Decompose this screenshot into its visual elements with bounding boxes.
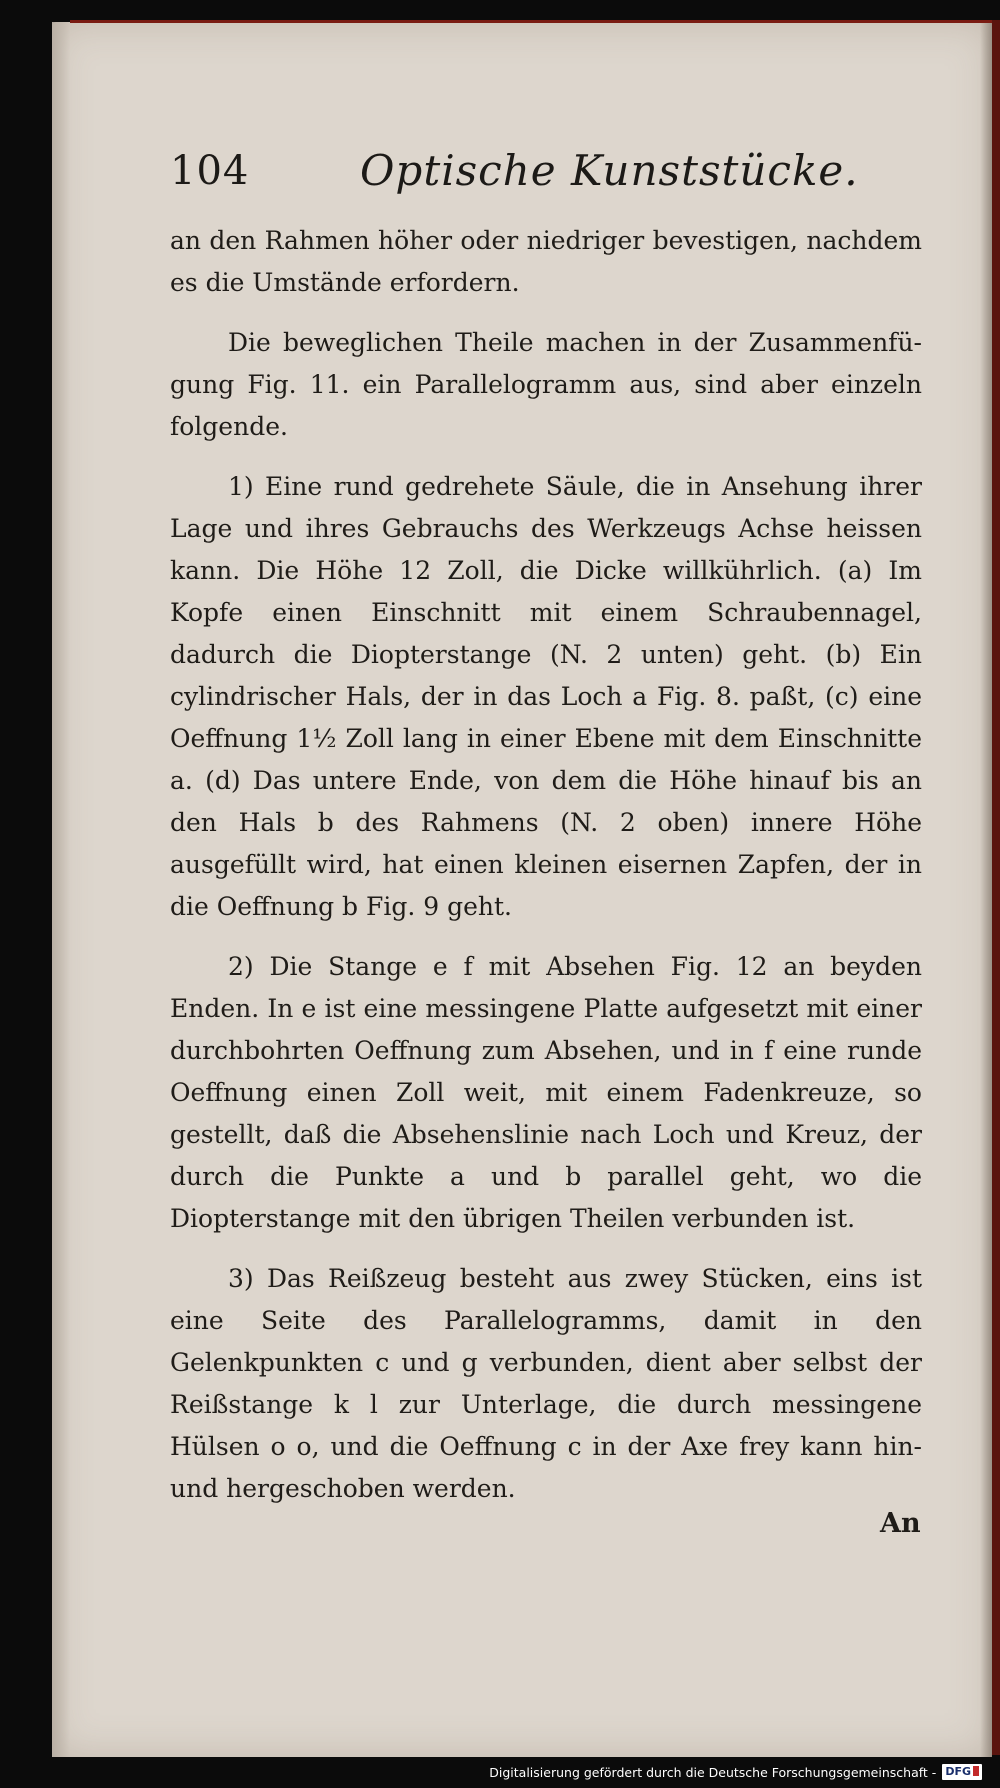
cover-edge-right: [992, 20, 1000, 1755]
funding-credit: Digitalisierung gefördert durch die Deutsche Forschungsgemeinschaft -: [489, 1764, 937, 1780]
dfg-logo-icon: [942, 1764, 982, 1780]
running-title: Optische Kunststücke.: [360, 146, 859, 195]
paragraph: Die beweglichen Theile machen in der Zusammenfügung Fig. 11. ein Parallelogramm aus, sind aber einzeln folgende.: [170, 328, 922, 441]
page-number: 104: [170, 148, 250, 194]
paragraph: 2) Die Stange e f mit Absehen Fig. 12 an beyden Enden. In e ist eine messingene Platte aufgesetzt mit einer durchbohrten Oeffnung zum Absehen, und in f eine runde Oeffnung einen Zoll weit, mit einem Fadenkreuze, so gestellt, daß die Absehenslinie nach Loch und Kreuz, der durch die Punkte a und b parallel geht, wo die Diopterstange mit den übrigen Theilen verbunden ist.: [170, 952, 922, 1233]
body-text: [170, 220, 922, 1528]
page-gutter-shadow: [52, 22, 70, 1757]
page-edge-shadow: [980, 22, 992, 1757]
digitization-footer: [489, 1762, 982, 1782]
cover-edge-top: [70, 20, 1000, 23]
running-head: [170, 148, 930, 208]
paragraph: 1) Eine rund gedrehete Säule, die in Ansehung ihrer Lage und ihres Gebrauchs des Werkzeugs Achse heissen kann. Die Höhe 12 Zoll, die Dicke willkührlich. (a) Im Kopfe einen Einschnitt mit einem Schraubennagel, dadurch die Diopterstange (N. 2 unten) geht. (b) Ein cylindrischer Hals, der in das Loch a Fig. 8. paßt, (c) eine Oeffnung 1½ Zoll lang in einer Ebene mit dem Einschnitte a. (d) Das untere Ende, von dem die Höhe hinauf bis an den Hals b des Rahmens (N. 2 oben) innere Höhe ausgefüllt wird, hat einen kleinen eisernen Zapfen, der in die Oeffnung b Fig. 9 geht.: [170, 472, 922, 921]
catchword: An: [880, 1508, 921, 1539]
paragraph: an den Rahmen höher oder niedriger bevestigen, nachdem es die Umstände erfordern.: [170, 226, 922, 297]
paragraph: 3) Das Reißzeug besteht aus zwey Stücken, eins ist eine Seite des Parallelogramms, damit in den Gelenkpunkten c und g verbunden, dient aber selbst der Reißstange k l zur Unterlage, die durch messingene Hülsen o o, und die Oeffnung c in der Axe frey kann hin- und hergeschoben werden.: [170, 1264, 922, 1503]
dfg-logo-text: DFG: [945, 1765, 971, 1778]
